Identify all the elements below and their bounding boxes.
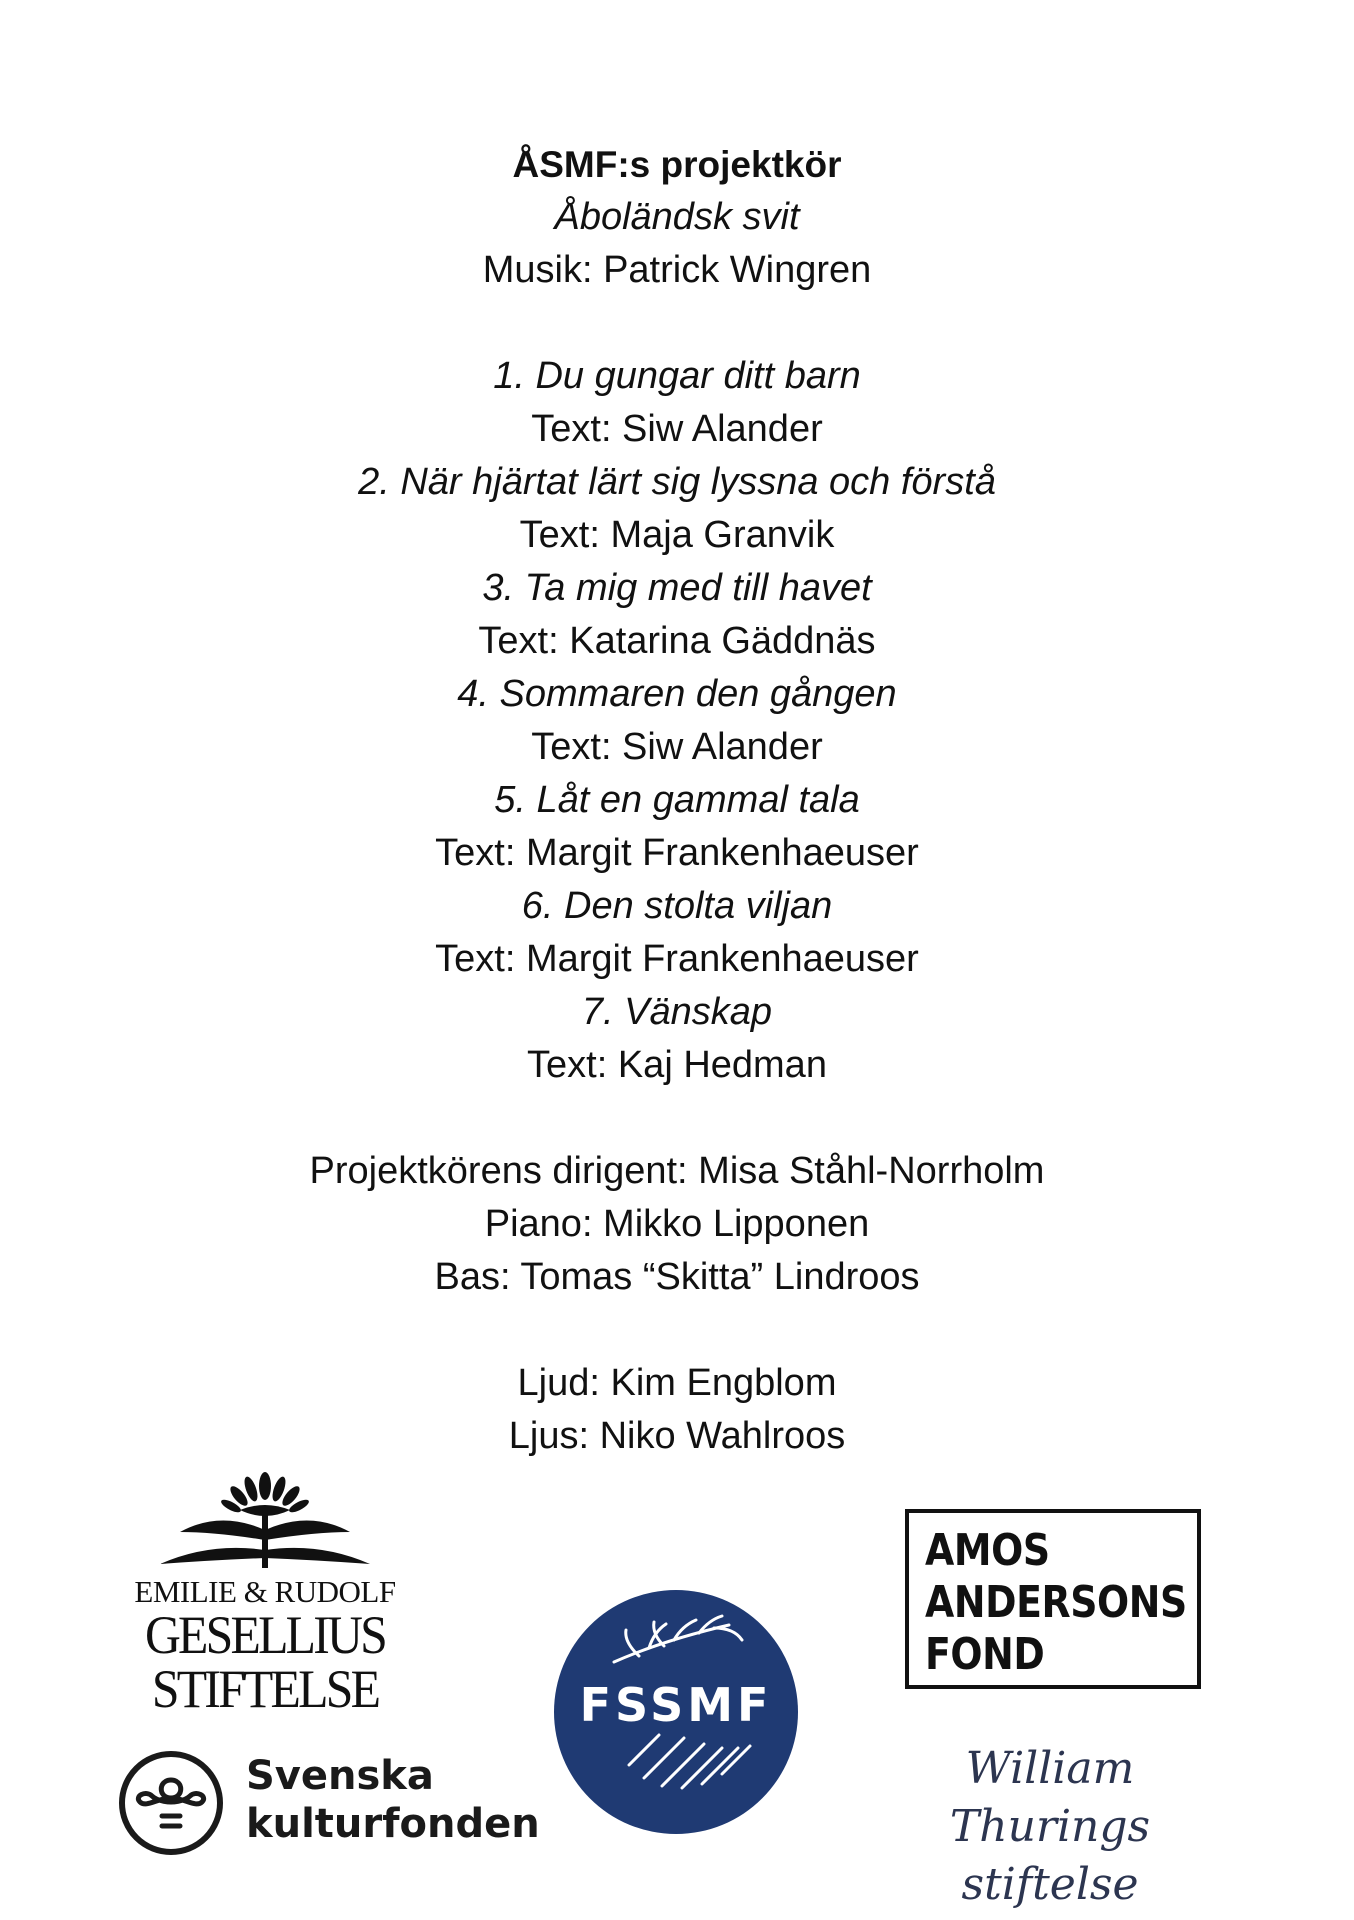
- pianist: Piano: Mikko Lipponen: [484, 1203, 870, 1245]
- svenska-kulturfonden-logo: [118, 1748, 558, 1858]
- song-title: 1. Du gungar ditt barn: [493, 355, 861, 397]
- william-thurings-logo: [860, 1740, 1240, 1910]
- song-title: 3. Ta mig med till havet: [482, 567, 872, 609]
- song-title: 5. Låt en gammal tala: [494, 779, 860, 821]
- kulturfonden-name: [246, 1752, 540, 1848]
- gesellius-logo: [120, 1470, 410, 1719]
- song-lyricist: Text: Kaj Hedman: [527, 1044, 827, 1086]
- spacer: [0, 1092, 1354, 1145]
- amos-andersons-logo: [905, 1509, 1201, 1689]
- amos-line1: AMOS: [925, 1525, 1050, 1576]
- choir-title: ÅSMF:s projektkör: [512, 144, 842, 185]
- sound-credit: Ljud: Kim Engblom: [517, 1362, 837, 1404]
- william-line2: stiftelse: [961, 1859, 1139, 1910]
- work-title: Åboländsk svit: [554, 196, 800, 238]
- spacer: [0, 1304, 1354, 1357]
- song-title: 4. Sommaren den gången: [457, 673, 897, 715]
- fssmf-logo: [554, 1590, 798, 1834]
- program-text: [0, 138, 1354, 1463]
- kulturfonden-line1: Svenska: [246, 1753, 434, 1799]
- song-lyricist: Text: Maja Granvik: [519, 514, 835, 556]
- song-title: 2. När hjärtat lärt sig lyssna och förstå: [358, 461, 996, 503]
- conductor: Projektkörens dirigent: Misa Ståhl-Norrholm: [309, 1150, 1045, 1192]
- kulturfonden-knot-icon: [118, 1750, 224, 1856]
- spacer: [0, 297, 1354, 350]
- gesellius-line3: STIFTELSE: [151, 1659, 379, 1719]
- lighting-credit: Ljus: Niko Wahlroos: [508, 1415, 846, 1457]
- song-lyricist: Text: Katarina Gäddnäs: [478, 620, 876, 662]
- amos-line3: FOND: [925, 1629, 1045, 1680]
- kulturfonden-line2: kulturfonden: [246, 1801, 540, 1847]
- amos-line2: ANDERSONS: [925, 1577, 1187, 1628]
- song-lyricist: Text: Margit Frankenhaeuser: [435, 938, 919, 980]
- gesellius-line1: EMILIE & RUDOLF: [134, 1574, 396, 1609]
- song-lyricist: Text: Siw Alander: [531, 726, 823, 768]
- william-line1: William Thurings: [949, 1743, 1151, 1852]
- flower-emblem-icon: [160, 1470, 370, 1570]
- fssmf-name: FSSMF: [579, 1678, 773, 1732]
- song-lyricist: Text: Margit Frankenhaeuser: [435, 832, 919, 874]
- song-lyricist: Text: Siw Alander: [531, 408, 823, 450]
- song-title: 7. Vänskap: [581, 991, 773, 1033]
- composer: Musik: Patrick Wingren: [482, 249, 872, 291]
- bassist: Bas: Tomas “Skitta” Lindroos: [434, 1256, 920, 1298]
- song-title: 6. Den stolta viljan: [521, 885, 833, 927]
- gesellius-line2: GESELLIUS: [144, 1605, 386, 1665]
